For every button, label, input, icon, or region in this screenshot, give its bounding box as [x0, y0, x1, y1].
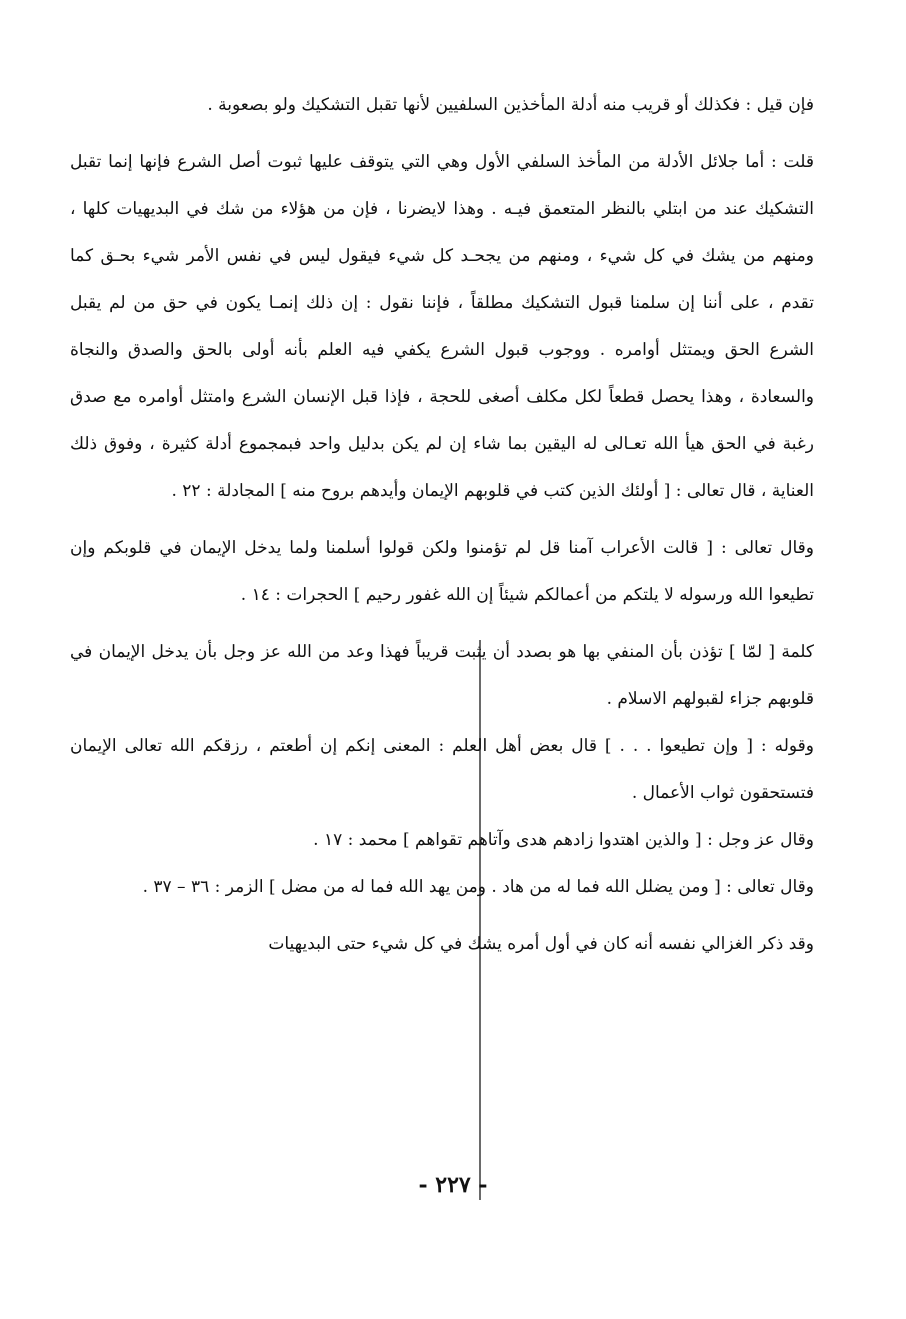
- paragraph-quote-hujurat: وقال تعالى : [ قالت الأعراب آمنا قل لم تؤمنوا ولكن قولوا أسلمنا ولما يدخل الإيمان في قلوبكم وإن تطيعوا الله ورسوله لا يلتكم من أعمالكم شيئاً إن الله غفور رحيم ] الحجرات : ١٤ .: [70, 538, 814, 605]
- paragraph-ghazali: وقد ذكر الغزالي نفسه أنه كان في أول أمره يشك في كل شيء حتى البديهيات: [268, 934, 814, 954]
- paragraph-obedience: وقوله : [ وإن تطيعوا . . . ] قال بعض أهل العلم : المعنى إنكم إن أطعتم ، رزقكم الله تعالى الإيمان فتستحقون ثواب الأعمال .: [70, 736, 814, 803]
- paragraph-word-lamma: كلمة [ لمّا ] تؤذن بأن المنفي بها هو بصدد أن يثبت قريباً فهذا وعد من الله عز وجل بأن يدخل الإيمان في قلوبهم جزاء لقبولهم الاسلام .: [70, 642, 814, 709]
- page-number: - ٢٢٧ -: [418, 1172, 488, 1198]
- paragraph-quote-muhammad: وقال عز وجل : [ والذين اهتدوا زادهم هدى وآتاهم تقواهم ] محمد : ١٧ .: [313, 830, 814, 850]
- paragraph-objection: فإن قيل : فكذلك أو قريب منه أدلة المأخذين السلفيين لأنها تقبل التشكيك ولو بصعوبة .: [207, 95, 814, 115]
- paragraph-quote-zumar: وقال تعالى : [ ومن يضلل الله فما له من هاد . ومن يهد الله فما له من مضل ] الزمر : ٣٦ – ٣٧ .: [142, 877, 814, 897]
- paragraph-reply: قلت : أما جلائل الأدلة من المأخذ السلفي الأول وهي التي يتوقف عليها ثبوت أصل الشرع فإنها إنما تقبل التشكيك عند من ابتلي بالنظر المتعمق فيـه . وهذا لايضرنا ، فإن من هؤلاء من شك في البديهيات كلها ، ومنهم من يشك في كل شيء ، ومنهم من يجحـد كل شيء فيقول ليس في نفس الأمر شيء بحـق كما تقدم ، على أننا إن سلمنا قبول التشكيك مطلقاً ، فإننا نقول : إن ذلك إنمـا يكون في حق من لم يقبل الشرع الحق ويمتثل أوامره . ووجوب قبول الشرع يكفي فيه العلم بأنه أولى بالحق والصدق والنجاة والسعادة ، وهذا يحصل قطعاً لكل مكلف أصغى للحجة ، فإذا قبل الإنسان الشرع وامتثل أوامره مع صدق رغبة في الحق هيأ الله تعـالى له اليقين بما شاء إن لم يكن بدليل واحد فبمجموع أدلة كثيرة ، وفوق ذلك العناية ، قال تعالى : [ أولئك الذين كتب في قلوبهم الإيمان وأيدهم بروح منه ] المجادلة : ٢٢ .: [70, 152, 814, 501]
- body-text: [70, 82, 814, 968]
